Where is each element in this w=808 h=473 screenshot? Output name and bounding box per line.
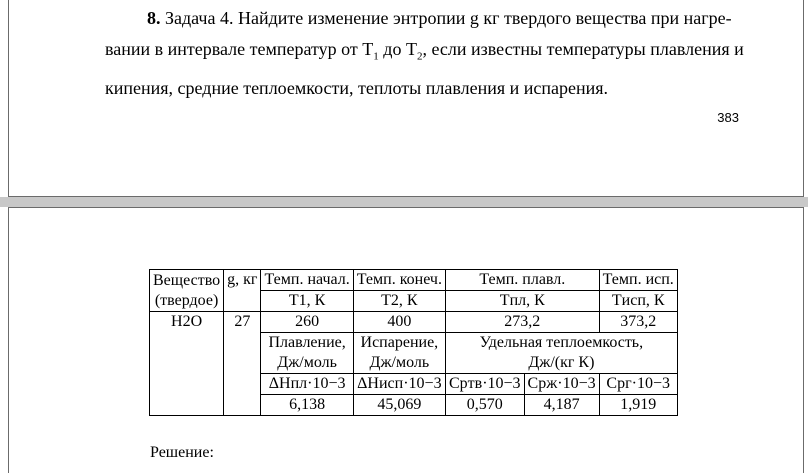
cell-t-melting: 273,2	[445, 312, 599, 333]
problem-statement	[105, 3, 765, 104]
unit-t1: T1, К	[261, 291, 353, 312]
problem-text-c: , если известны температуры плавления и кипения, средние теплоемкости, теплоты плавления и испарения.	[105, 39, 744, 98]
cell-t2: 400	[353, 312, 445, 333]
header-mass: g, кг	[224, 270, 261, 312]
upper-page	[8, 0, 804, 197]
table-row	[150, 270, 678, 291]
lower-page	[8, 207, 804, 473]
task-label: Задача 4.	[165, 8, 234, 28]
formula-cp-solid: Cpтв·10−3	[445, 374, 524, 395]
solution-label: Решение:	[150, 444, 214, 461]
subscript-1: 1	[373, 50, 379, 63]
data-table	[149, 269, 678, 416]
subscript-2: 2	[416, 50, 423, 63]
header-heat-capacity: Удельная теплоемкость, Дж/(кг К)	[445, 333, 677, 374]
cell-cp-solid: 0,570	[445, 395, 524, 416]
header-substance: Вещество (твердое)	[150, 270, 224, 312]
formula-cp-liquid: Cpж·10−3	[524, 374, 599, 395]
cell-t-boiling: 373,2	[599, 312, 677, 333]
table-row	[150, 312, 678, 333]
cell-cp-liquid: 4,187	[524, 395, 599, 416]
header-evaporation-heat: Испарение, Дж/моль	[353, 333, 445, 374]
unit-t2: T2, К	[353, 291, 445, 312]
formula-dh-evaporation: ΔHисп·10−3	[353, 374, 445, 395]
cell-t1: 260	[261, 312, 353, 333]
header-t-boiling: Темп. исп.	[599, 270, 677, 291]
formula-cp-gas: Cpг·10−3	[599, 374, 677, 395]
cell-cp-gas: 1,919	[599, 395, 677, 416]
cell-dh-evaporation: 45,069	[353, 395, 445, 416]
header-melting-heat: Плавление, Дж/моль	[261, 333, 353, 374]
cell-substance: H2O	[150, 312, 224, 416]
header-t-initial: Темп. начал.	[261, 270, 353, 291]
cell-dh-melting: 6,138	[261, 395, 353, 416]
unit-t-boiling: Tисп, К	[599, 291, 677, 312]
formula-dh-melting: ΔHпл·10−3	[261, 374, 353, 395]
problem-number: 8.	[147, 8, 161, 28]
page-number: 383	[717, 110, 739, 125]
problem-text-a: Найдите изменение энтропии g кг твердого вещества при нагре-вании в интервале температур от T	[105, 8, 732, 59]
page-gap	[0, 197, 808, 207]
cell-mass: 27	[224, 312, 261, 416]
problem-text-b: до T	[378, 39, 417, 59]
header-t-final: Темп. конеч.	[353, 270, 445, 291]
unit-t-melting: Tпл, К	[445, 291, 599, 312]
header-t-melting: Темп. плавл.	[445, 270, 599, 291]
